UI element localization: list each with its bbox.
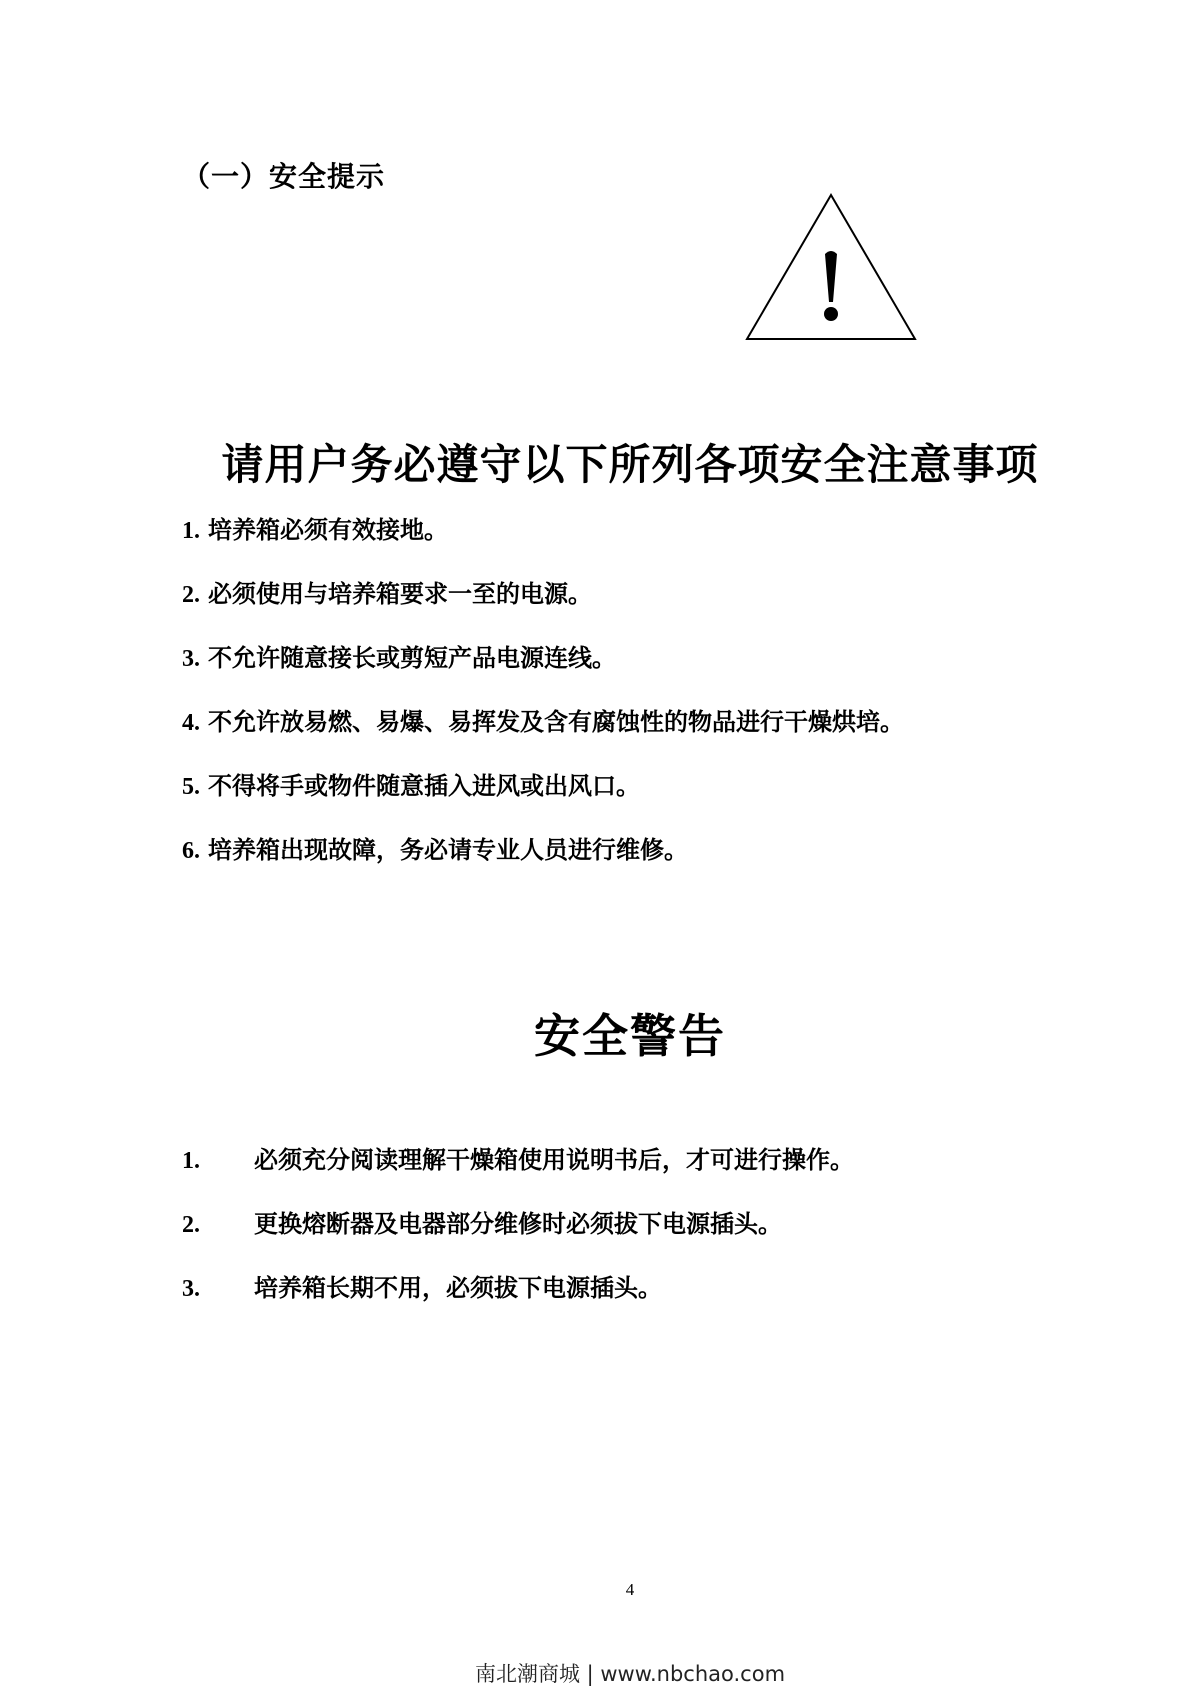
notice-item: 6. 培养箱出现故障，务必请专业人员进行维修。 <box>182 836 688 864</box>
section-heading: （一）安全提示 <box>182 160 386 193</box>
notice-item: 1. 培养箱必须有效接地。 <box>182 516 448 544</box>
notice-item: 5. 不得将手或物件随意插入进风或出风口。 <box>182 772 640 800</box>
warning-item: 2. 更换熔断器及电器部分维修时必须拔下电源插头。 <box>182 1210 782 1238</box>
notice-item: 3. 不允许随意接长或剪短产品电源连线。 <box>182 644 616 672</box>
notice-item: 4. 不允许放易燃、易爆、易挥发及含有腐蚀性的物品进行干燥烘培。 <box>182 708 904 736</box>
warning-title: 安全警告 <box>534 1009 726 1063</box>
warning-item: 3. 培养箱长期不用，必须拔下电源插头。 <box>182 1274 662 1302</box>
footer-brand[interactable]: 南北潮商城 | www.nbchao.com <box>474 1662 786 1686</box>
notice-list <box>182 510 904 894</box>
warning-item: 1. 必须充分阅读理解干燥箱使用说明书后，才可进行操作。 <box>182 1146 854 1174</box>
page-number: 4 <box>625 1580 635 1599</box>
warning-list <box>182 1140 854 1332</box>
notice-title: 请用户务必遵守以下所列各项安全注意事项 <box>221 440 1039 489</box>
notice-item: 2. 必须使用与培养箱要求一至的电源。 <box>182 580 592 608</box>
warning-triangle-icon <box>745 192 917 342</box>
